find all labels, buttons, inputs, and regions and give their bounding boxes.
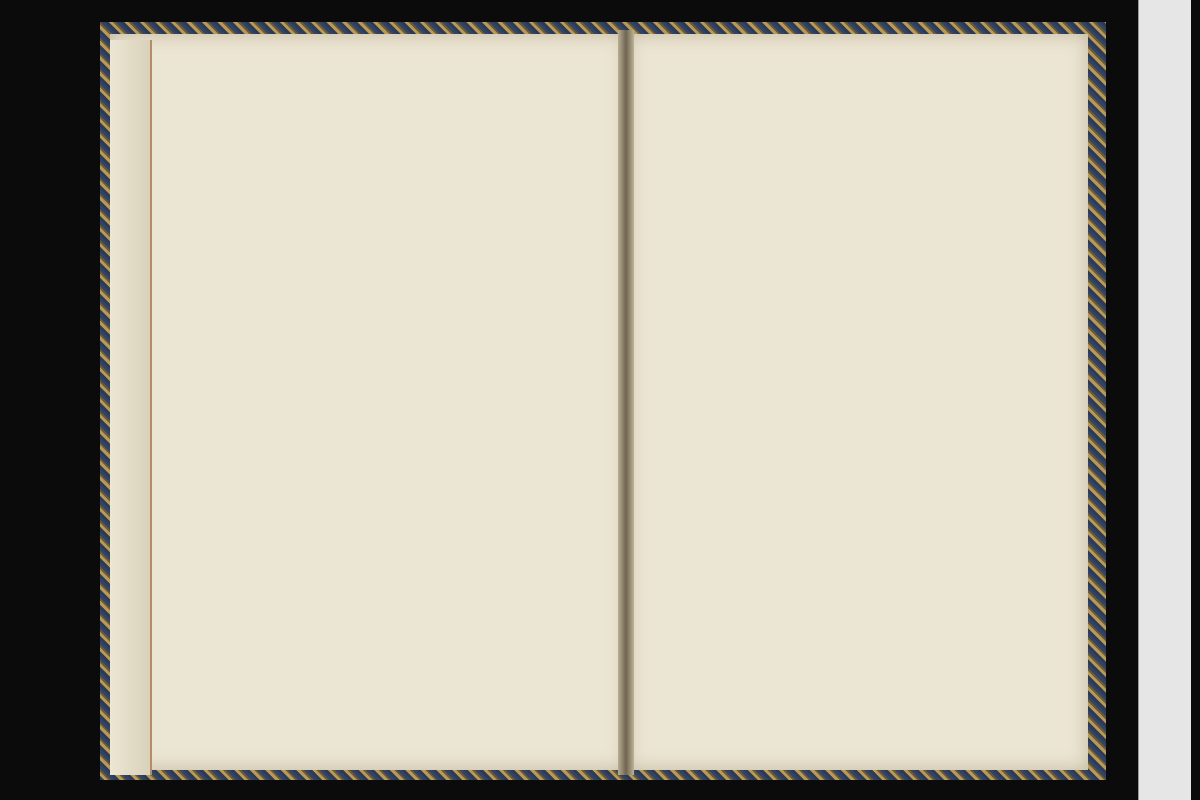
left-page: [110, 34, 626, 770]
book-spine: [618, 30, 634, 775]
left-endpaper-flap: [110, 40, 152, 775]
measurement-ruler: [1138, 0, 1191, 800]
right-page: [628, 34, 1088, 770]
